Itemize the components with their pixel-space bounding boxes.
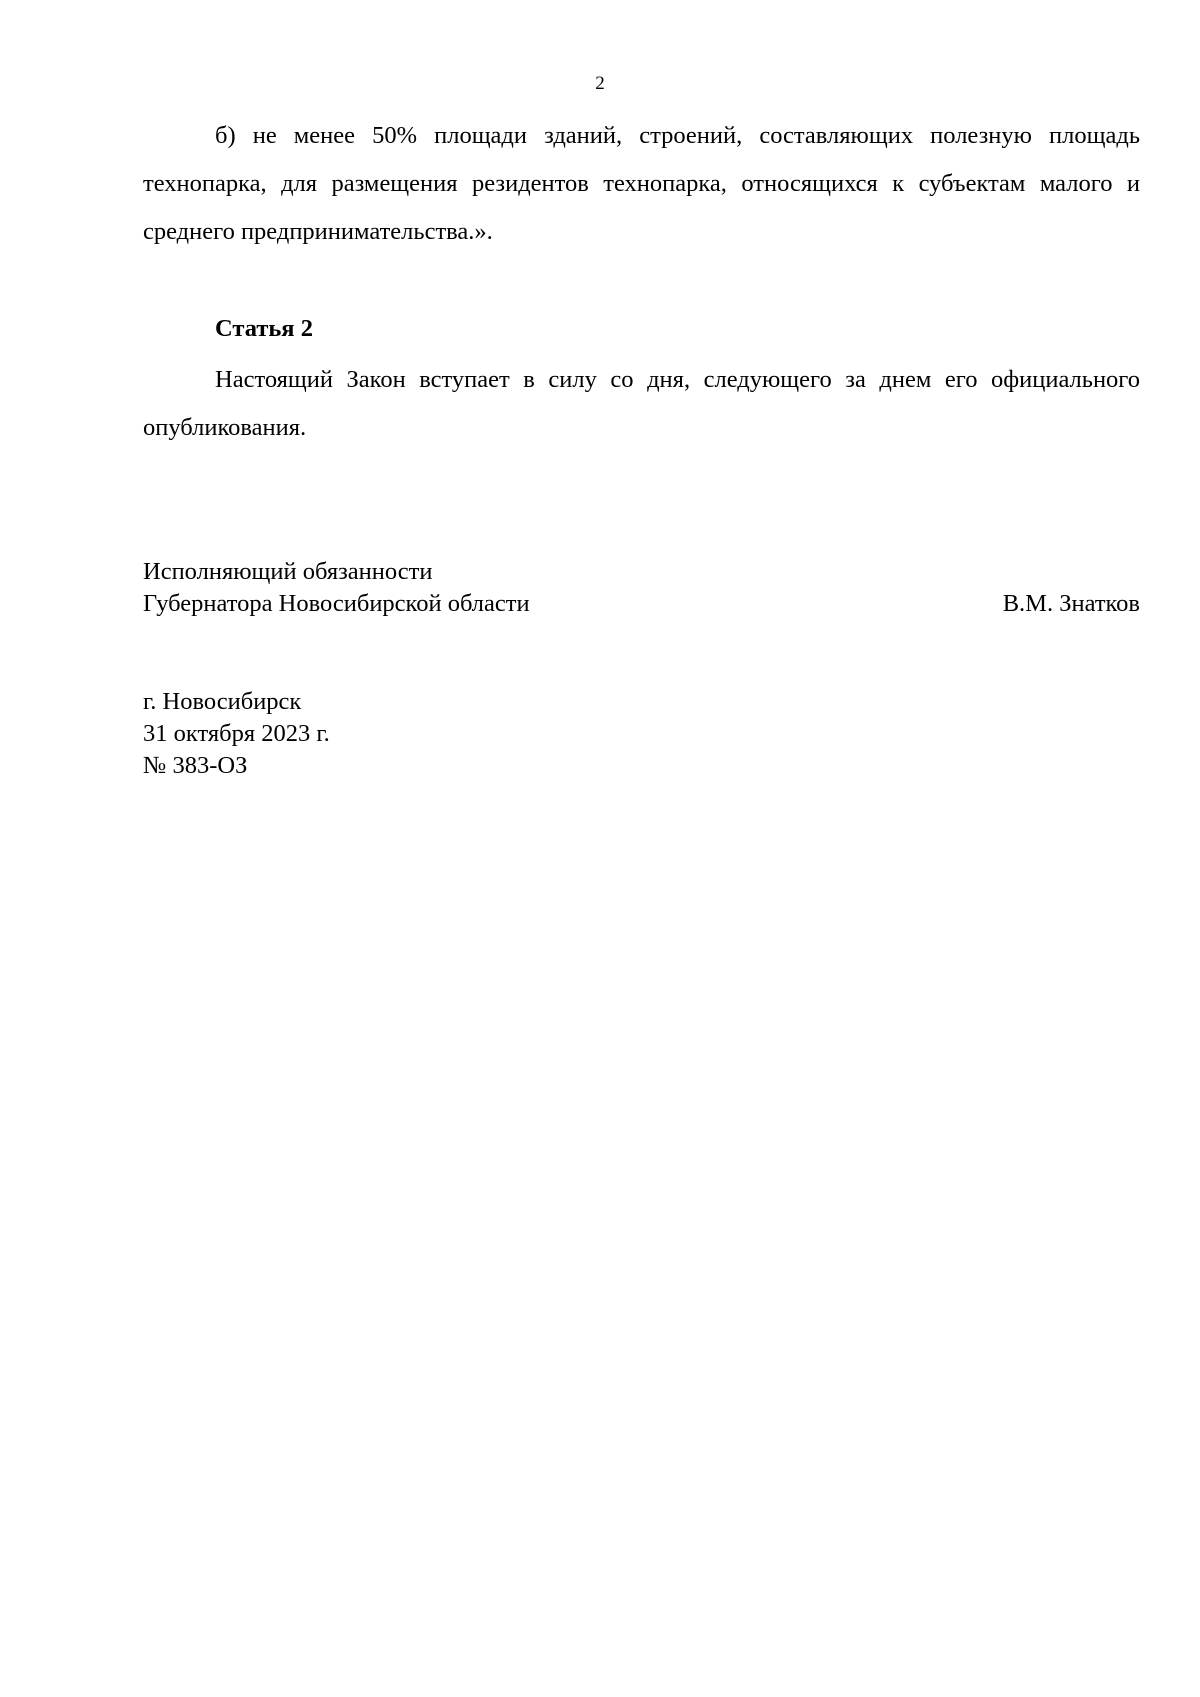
signatory-title-line-1: Исполняющий обязанности bbox=[143, 558, 433, 585]
footer-date: 31 октября 2023 г. bbox=[143, 720, 330, 747]
signature-block bbox=[143, 556, 1140, 620]
paragraph-b: б) не менее 50% площади зданий, строений, составляющих полезную площадь технопарка, для размещения резидентов технопарка, относящихся к субъектам малого и среднего предпринимательства.». bbox=[143, 122, 1140, 245]
signatory-name: В.М. Знатков bbox=[1002, 590, 1140, 617]
document-footer bbox=[143, 686, 330, 782]
article-2-text: Настоящий Закон вступает в силу со дня, следующего за днем его официального опубликования. bbox=[143, 366, 1140, 441]
page-number: 2 bbox=[595, 73, 605, 94]
signature-row bbox=[143, 588, 1140, 620]
article-2-heading: Статья 2 bbox=[215, 315, 313, 342]
footer-city: г. Новосибирск bbox=[143, 688, 302, 715]
footer-law-number: № 383-ОЗ bbox=[143, 752, 248, 779]
signatory-title-line-2: Губернатора Новосибирской области bbox=[143, 590, 530, 617]
